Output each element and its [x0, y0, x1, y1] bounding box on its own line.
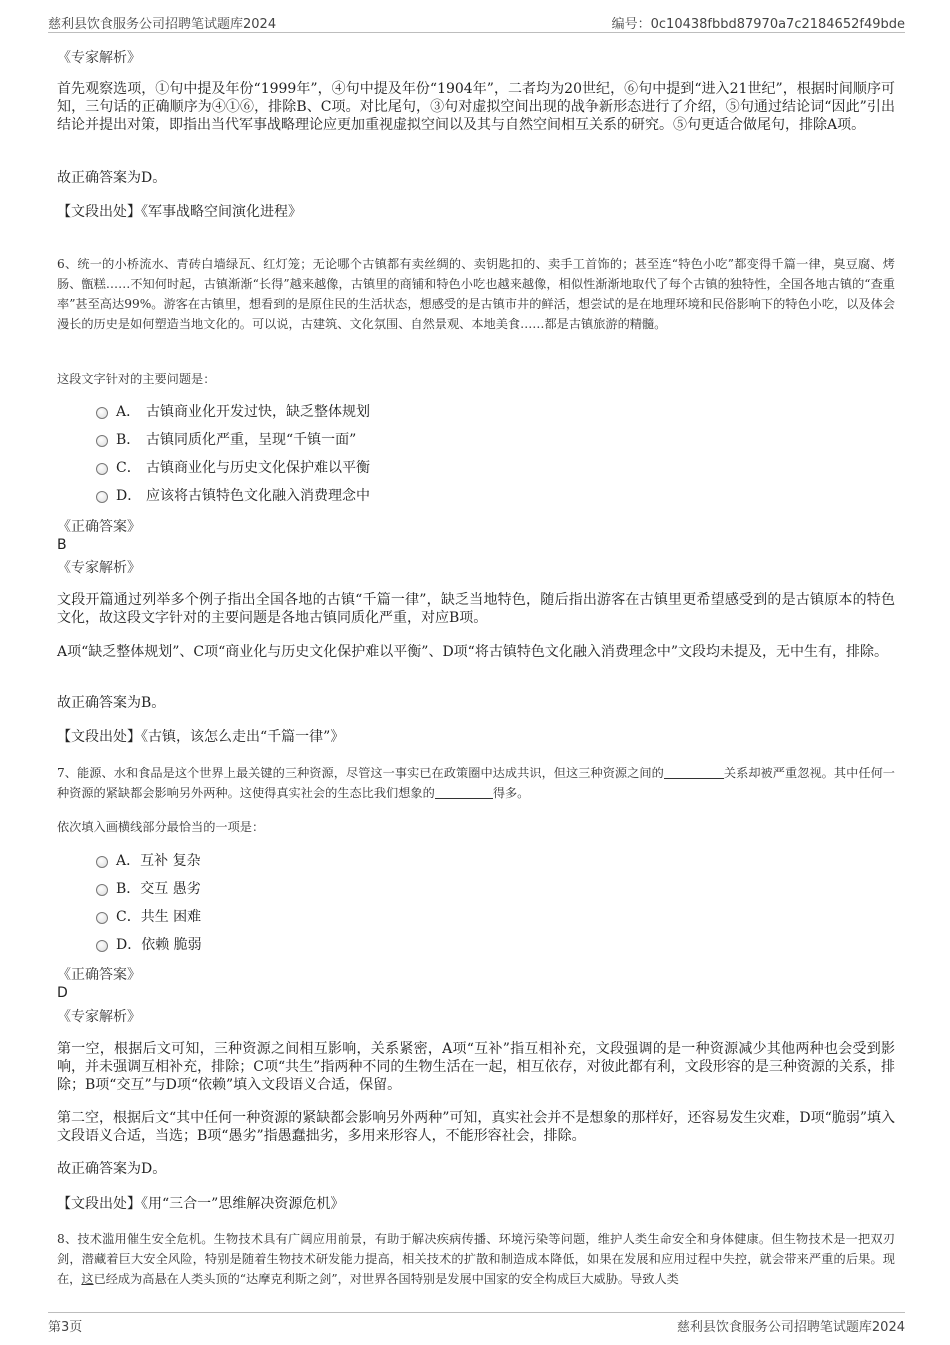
q7-stem: 7、能源、水和食品是这个世界上最关键的三种资源，尽管这一事实已在政策圈中达成共识，但这三种资源之间的 关系却被严重忽视。其中任何一种资源的紧缺都会影响另外两种。这使得真实社会的生态比我们想象的 得多。 — [57, 766, 895, 800]
q7-question: 依次填入画横线部分最恰当的一项是： — [57, 820, 265, 834]
q6-answer-label: 《正确答案》 — [57, 519, 141, 535]
footer-title: 慈利县饮食服务公司招聘笔试题库2024 — [676, 1320, 905, 1335]
q6-option-a[interactable]: A． 古镇商业化开发过快，缺乏整体规划 — [96, 402, 370, 422]
radio-icon[interactable] — [96, 884, 108, 896]
q6-conclusion: 故正确答案为B。 — [57, 695, 166, 711]
page-number: 第3页 — [48, 1320, 83, 1335]
q7-answer: D — [57, 985, 68, 1001]
q6-answer: B — [57, 537, 67, 553]
header-doc-id: 编号：0c10438fbbd87970a7c2184652f49bde — [611, 17, 905, 32]
q7-conclusion: 故正确答案为D。 — [57, 1161, 167, 1177]
q6-option-b[interactable]: B． 古镇同质化严重，呈现“千镇一面” — [96, 430, 356, 450]
radio-icon[interactable] — [96, 940, 108, 952]
radio-icon[interactable] — [96, 407, 108, 419]
fill-blank-1 — [664, 766, 724, 779]
q6-analysis-label: 《专家解析》 — [57, 560, 141, 576]
page-header — [48, 10, 905, 33]
q6-option-d[interactable]: D． 应该将古镇特色文化融入消费理念中 — [96, 486, 370, 506]
radio-icon[interactable] — [96, 856, 108, 868]
q6-analysis-2: A项“缺乏整体规划”、C项“商业化与历史文化保护难以平衡”、D项“将古镇特色文化融入消费理念中”文段均未提及，无中生有，排除。 — [57, 644, 888, 660]
q7-option-c[interactable]: C．共生 困难 — [96, 907, 201, 927]
q5-analysis-label: 《专家解析》 — [57, 50, 141, 66]
radio-icon[interactable] — [96, 435, 108, 447]
q6-analysis-1: 文段开篇通过列举多个例子指出全国各地的古镇“千篇一律”，缺乏当地特色，随后指出游客在古镇里更希望感受到的是古镇原本的特色文化，故这段文字针对的主要问题是各地古镇同质化严重，对应B项。 — [57, 592, 895, 626]
q7-option-a[interactable]: A．互补 复杂 — [96, 851, 201, 871]
q7-analysis-label: 《专家解析》 — [57, 1009, 141, 1025]
q7-analysis-2: 第二空，根据后文“其中任何一种资源的紧缺都会影响另外两种”可知，真实社会并不是想象的那样好，还容易发生灾难，D项“脆弱”填入文段语义合适，当选；B项“愚劣”指愚蠢拙劣，多用来形容人，不能形容社会，排除。 — [57, 1110, 895, 1144]
q7-answer-label: 《正确答案》 — [57, 967, 141, 983]
fill-blank-2 — [435, 786, 493, 799]
page-footer — [48, 1312, 905, 1335]
q8-stem: 8、技术滥用催生安全危机。生物技术具有广阔应用前景，有助于解决疾病传播、环境污染等问题，维护人类生命安全和身体健康。但生物技术是一把双刃剑，潜藏着巨大安全风险，特别是随着生物技术研发能力提高，相关技术的扩散和制造成本降低，如果在发展和应用过程中失控，就会带来严重的后果。现在，这已经成为高悬在人类头顶的“达摩克利斯之剑”，对世界各国特别是发展中国家的安全构成巨大威胁。导致人类 — [57, 1232, 895, 1286]
q7-analysis-1: 第一空，根据后文可知，三种资源之间相互影响，关系紧密，A项“互补”指互相补充，文段强调的是一种资源减少其他两种也会受到影响，并未强调互相补充，排除；C项“共生”指两种不同的生物生活在一起，相互依存，对彼此都有利，文段形容的是三种资源的关系，排除；B项“交互”与D项“依赖”填入文段语义合适，保留。 — [57, 1041, 895, 1093]
q6-question: 这段文字针对的主要问题是： — [57, 372, 216, 386]
radio-icon[interactable] — [96, 912, 108, 924]
q5-conclusion: 故正确答案为D。 — [57, 170, 167, 186]
radio-icon[interactable] — [96, 491, 108, 503]
radio-icon[interactable] — [96, 463, 108, 475]
q7-option-d[interactable]: D．依赖 脆弱 — [96, 935, 202, 955]
q7-source: 【文段出处】《用“三合一”思维解决资源危机》 — [57, 1196, 345, 1212]
q7-option-b[interactable]: B．交互 愚劣 — [96, 879, 201, 899]
header-title: 慈利县饮食服务公司招聘笔试题库2024 — [48, 17, 277, 32]
q6-stem: 6、统一的小桥流水、青砖白墙绿瓦、红灯笼；无论哪个古镇都有卖丝绸的、卖钥匙扣的、卖手工首饰的；甚至连“特色小吃”都变得千篇一律，臭豆腐、烤肠、甑糕……不知何时起，古镇渐渐“长得”越来越像，古镇里的商铺和特色小吃也越来越像，相似性渐渐地取代了每个古镇的独特性，全国各地古镇的“查重率”甚至高达99%。游客在古镇里，想看到的是原住民的生活状态，想感受的是古镇市井的鲜活，想尝试的是在地理环境和民俗影响下的特色小吃，以及体会漫长的历史是如何塑造当地文化的。可以说，古建筑、文化氛围、自然景观、本地美食……都是古镇旅游的精髓。 — [57, 257, 895, 331]
q5-analysis: 首先观察选项，①句中提及年份“1999年”，④句中提及年份“1904年”，二者均为20世纪，⑥句中提到“进入21世纪”，根据时间顺序可知，三句话的正确顺序为④①⑥，排除B、C项。对比尾句，③句对虚拟空间出现的战争新形态进行了介绍，⑤句通过结论词“因此”引出结论并提出对策，即指出当代军事战略理论应更加重视虚拟空间以及其与自然空间相互关系的研究。⑤句更适合做尾句，排除A项。 — [57, 81, 895, 133]
q6-source: 【文段出处】《古镇，该怎么走出“千篇一律”》 — [57, 729, 345, 745]
q5-source: 【文段出处】《军事战略空间演化进程》 — [57, 204, 302, 220]
q6-option-c[interactable]: C． 古镇商业化与历史文化保护难以平衡 — [96, 458, 370, 478]
